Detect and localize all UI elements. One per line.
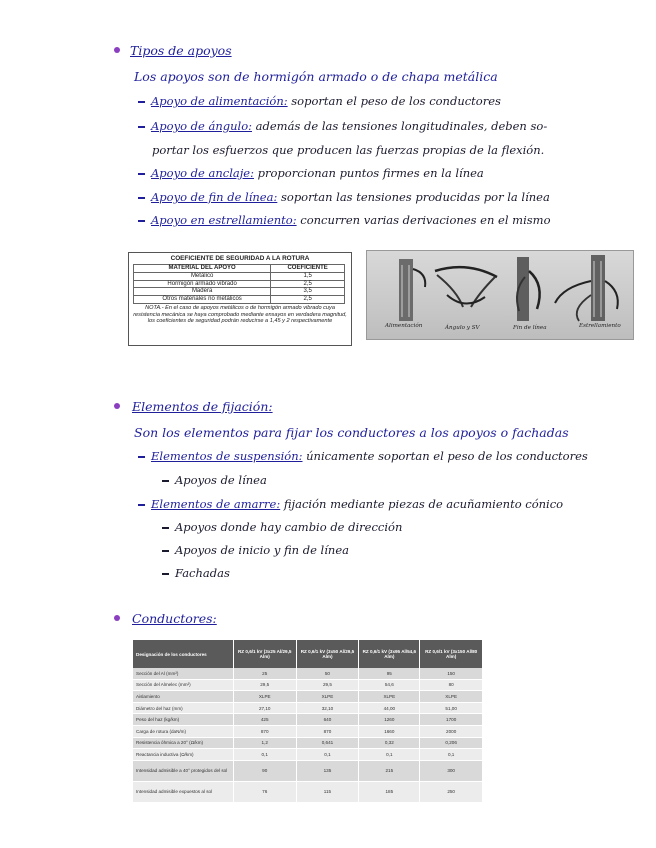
- table-cell: 0,1: [233, 749, 296, 761]
- table-cell: 640: [296, 714, 359, 726]
- table-cell: Intensidad admisible a 40° protegidos del sol: [133, 760, 233, 781]
- table-cell: 76: [233, 781, 296, 802]
- table-cell: XLPE: [296, 691, 359, 703]
- table-cell: 185: [359, 781, 420, 802]
- table-row: [133, 702, 483, 714]
- column-header: MATERIAL DEL APOYO: [134, 265, 271, 273]
- table-cell: 0,32: [359, 737, 420, 749]
- table-cell: 27,10: [233, 702, 296, 714]
- table-row: [133, 760, 483, 781]
- table-cell: Sección del Almelec (mm²): [133, 679, 233, 691]
- table-cell: 54,6: [359, 679, 420, 691]
- table-cell: 2000: [420, 725, 483, 737]
- table-row: [133, 714, 483, 726]
- bullet-point: [114, 403, 120, 409]
- column-header: RZ 0,6/1 kV (3x50 Al/29,5 Alm): [296, 640, 359, 668]
- table-cell: 1,2: [233, 737, 296, 749]
- list-item: Elementos de amarre: fijación mediante piezas de acuñamiento cónico: [138, 497, 563, 511]
- list-item: Apoyo de alimentación: soportan el peso de los conductores: [138, 94, 501, 108]
- table-cell: 0,641: [296, 737, 359, 749]
- table-cell: Aislamiento: [133, 691, 233, 703]
- table-header-row: [134, 265, 345, 273]
- column-header: Designación de los conductores: [133, 640, 233, 668]
- section-intro: Son los elementos para fijar los conductores a los apoyos o fachadas: [134, 425, 569, 440]
- table-cell: 51,00: [420, 702, 483, 714]
- table-cell: Resistencia óhmica a 20° (Ω/km): [133, 737, 233, 749]
- table-header-row: [133, 640, 483, 668]
- table-cell: 0,1: [420, 749, 483, 761]
- table-cell: 50: [296, 668, 359, 679]
- section-title-conductores: Conductores:: [132, 611, 217, 626]
- table-note: NOTA.- En el caso de apoyos metálicos o de hormigón armado vibrado cuya resistencia mecánica se haya comprobado mediante ensayos en verdadera magnitud, los coeficientes de seguridad podrán reducirse a 1,45 y 2 respectivamente: [133, 304, 347, 325]
- table-cell: 80: [420, 679, 483, 691]
- list-item: Apoyo en estrellamiento: concurren varias derivaciones en el mismo: [138, 213, 551, 227]
- list-item-continuation: portar los esfuerzos que producen las fuerzas propias de la flexión.: [152, 143, 545, 157]
- conductors-table: [133, 640, 483, 803]
- table-cell: 0,1: [296, 749, 359, 761]
- table-cell: 3,5: [271, 288, 345, 296]
- table-cell: Sección del Al (mm²): [133, 668, 233, 679]
- table-cell: Hormigón armado vibrado: [134, 280, 271, 288]
- table-row: [133, 691, 483, 703]
- table-cell: 425: [233, 714, 296, 726]
- section-intro: Los apoyos son de hormigón armado o de chapa metálica: [134, 69, 498, 84]
- table-cell: 135: [296, 760, 359, 781]
- table-row: [133, 749, 483, 761]
- photo-caption: Ángulo y SV: [445, 325, 480, 331]
- table-cell: Peso del haz (kg/km): [133, 714, 233, 726]
- table-cell: Reactancia inductiva (Ω/km): [133, 749, 233, 761]
- table-cell: 1660: [359, 725, 420, 737]
- table-cell: Diámetro del haz (mm): [133, 702, 233, 714]
- table-title: COEFICIENTE DE SEGURIDAD A LA ROTURA: [170, 255, 310, 262]
- table-row: [134, 288, 345, 296]
- table-cell: Intensidad admisible expuestos al sol: [133, 781, 233, 802]
- table-cell: 215: [359, 760, 420, 781]
- table-row: [133, 725, 483, 737]
- table-cell: 44,00: [359, 702, 420, 714]
- table-row: [133, 679, 483, 691]
- bullet-point: [114, 47, 120, 53]
- safety-coefficient-table: [128, 252, 352, 346]
- table-cell: 300: [420, 760, 483, 781]
- photo-caption: Alimentación: [385, 323, 423, 329]
- list-item: Elementos de suspensión: únicamente soportan el peso de los conductores: [138, 449, 588, 463]
- table-cell: 90: [233, 760, 296, 781]
- section-title-tipos-de-apoyos: Tipos de apoyos: [130, 43, 232, 58]
- sub-list-item: Apoyos de línea: [162, 473, 267, 487]
- table-cell: XLPE: [233, 691, 296, 703]
- photo-caption: Fin de línea: [513, 325, 547, 331]
- table-cell: 870: [233, 725, 296, 737]
- table-cell: Metálico: [134, 272, 271, 280]
- table-cell: Carga de rotura (daN/m): [133, 725, 233, 737]
- table-cell: XLPE: [359, 691, 420, 703]
- sub-list-item: Fachadas: [162, 566, 230, 580]
- table-cell: Madera: [134, 288, 271, 296]
- supports-photo: [366, 250, 634, 340]
- column-header: RZ 0,6/1 kV (3x25 Al/29,5 Alm): [233, 640, 296, 668]
- table-cell: 29,5: [296, 679, 359, 691]
- table-cell: 2,5: [271, 296, 345, 304]
- table-cell: 25: [233, 668, 296, 679]
- table-cell: 1700: [420, 714, 483, 726]
- table-cell: 250: [420, 781, 483, 802]
- column-header: COEFICIENTE: [271, 265, 345, 273]
- section-title-elementos-fijacion: Elementos de fijación:: [132, 399, 273, 414]
- table-cell: Otros materiales no metálicos: [134, 296, 271, 304]
- table-cell: 115: [296, 781, 359, 802]
- table-cell: 870: [296, 725, 359, 737]
- table-row: [134, 272, 345, 280]
- list-item: Apoyo de fin de línea: soportan las tensiones producidas por la línea: [138, 190, 550, 204]
- sub-list-item: Apoyos de inicio y fin de línea: [162, 543, 349, 557]
- table-row: [134, 280, 345, 288]
- table-cell: 32,10: [296, 702, 359, 714]
- list-item: Apoyo de ángulo: además de las tensiones longitudinales, deben so-: [138, 119, 547, 133]
- table-cell: 2,5: [271, 280, 345, 288]
- table-row: [134, 296, 345, 304]
- table-row: [133, 781, 483, 802]
- column-header: RZ 0,6/1 kV (3x95 Al/54,6 Alm): [359, 640, 420, 668]
- table-cell: 150: [420, 668, 483, 679]
- table-cell: 1,5: [271, 272, 345, 280]
- table-cell: 0,1: [359, 749, 420, 761]
- table-cell: XLPE: [420, 691, 483, 703]
- table-cell: 1260: [359, 714, 420, 726]
- table-row: [133, 737, 483, 749]
- table-row: [133, 668, 483, 679]
- table-cell: 95: [359, 668, 420, 679]
- column-header: RZ 0,6/1 kV (3x150 Al/80 Alm): [420, 640, 483, 668]
- table-cell: 29,5: [233, 679, 296, 691]
- list-item: Apoyo de anclaje: proporcionan puntos firmes en la línea: [138, 166, 484, 180]
- photo-caption: Estrellamiento: [579, 323, 621, 329]
- sub-list-item: Apoyos donde hay cambio de dirección: [162, 520, 402, 534]
- table-cell: 0,206: [420, 737, 483, 749]
- bullet-point: [114, 615, 120, 621]
